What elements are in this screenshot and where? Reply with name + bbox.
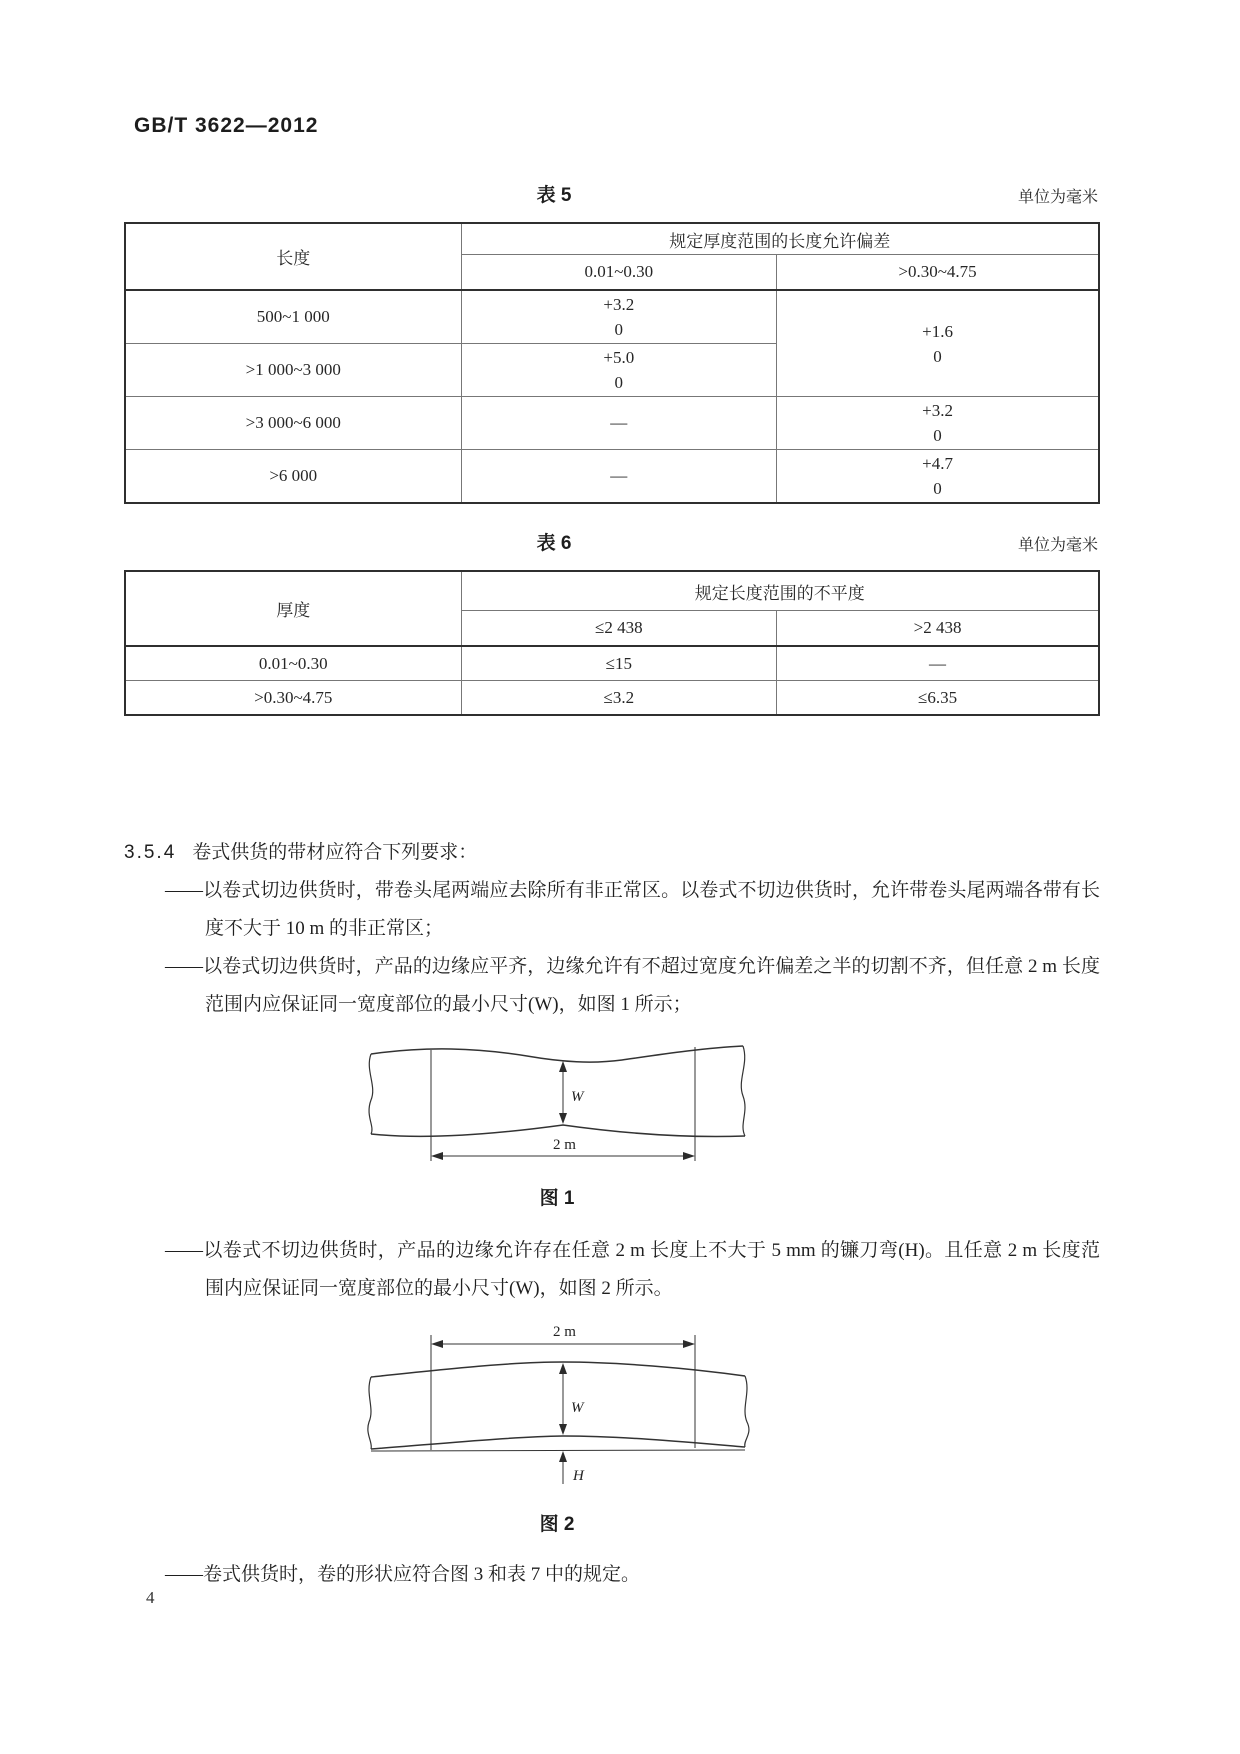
width-label: W [571,1089,584,1105]
table6-title: 表 6 [536,533,572,554]
table6-unit-label: 单位为毫米 [1017,537,1098,554]
width-label: W [571,1400,584,1416]
bullet-text: 以卷式切边供货时，带卷头尾两端应去除所有非正常区。以卷式不切边供货时，允许带卷头尾两端各带有长度不大于 10 m 的非正常区； [203,880,1100,939]
t5-r1-dev1 [461,290,777,344]
t6-r2-flat1: ≤3.2 [461,681,777,716]
figure-1-diagram [357,1030,757,1170]
t5-r12-dev2-plus: +1.6 [922,321,953,341]
dash-marker: —— [165,1240,203,1261]
t5-r1-dev1-zero: 0 [614,320,624,339]
t5-r4-dev1: — [461,450,777,504]
t5-r3-length: >3 000~6 000 [125,397,461,450]
table5-title: 表 5 [536,185,572,206]
table-row [125,646,1099,681]
dimension-label: 2 m [553,1137,576,1153]
strip-top-edge [371,1046,743,1062]
figure-1 [124,1030,1100,1210]
strip-right-torn-edge [741,1046,745,1136]
strip-top-edge [371,1362,745,1377]
dimension-label: 2 m [553,1324,576,1340]
t5-r3-dev2-zero: 0 [933,426,942,445]
t5-r2-dev1-zero: 0 [614,373,624,392]
t5-r1-dev1-plus: +3.2 [603,295,635,314]
list-item [165,1232,1100,1308]
arrow-down-icon [559,1113,567,1124]
figure-2-caption: 图 2 [539,1514,575,1535]
page-number: 4 [146,1588,155,1607]
clause-text: 卷式供货的带材应符合下列要求： [192,842,478,863]
strip-left-torn-edge [369,1054,373,1134]
bullet-text: 以卷式切边供货时，产品的边缘应平齐，边缘允许有不超过宽度允许偏差之半的切割不齐，但任意 2 m 长度范围内应保证同一宽度部位的最小尺寸(W)，如图 1 所示； [203,956,1100,1015]
list-item [165,948,1100,1024]
t6-head-sub1: ≤2 438 [461,611,777,647]
arrow-right-icon [683,1340,695,1348]
table-row [125,397,1099,450]
t5-r2-dev1 [461,344,777,397]
arrow-up-icon [559,1451,567,1462]
clause-number: 3.5.4 [124,842,177,863]
table5-unit-label: 单位为毫米 [1017,189,1098,206]
t5-r3-dev2-plus: +3.2 [922,401,953,420]
table5-caption-row [124,180,1100,210]
strip-bottom-edge [371,1125,745,1137]
t6-r1-flat1: ≤15 [461,646,777,681]
page-content [124,180,1100,1594]
t5-r4-dev2-zero: 0 [933,479,942,498]
t5-r3-dev1: — [461,397,777,450]
dash-marker: —— [165,1564,203,1585]
arrow-left-icon [431,1152,443,1160]
t6-r1-flat2: — [777,646,1099,681]
figure-2 [124,1322,1100,1536]
figure-2-diagram [357,1322,757,1500]
t6-r1-thickness: 0.01~0.30 [125,646,461,681]
arrow-up-icon [559,1363,567,1374]
t5-head-group: 规定厚度范围的长度允许偏差 [461,223,1099,255]
t5-r4-length: >6 000 [125,450,461,504]
t5-r2-dev1-plus: +5.0 [603,348,635,367]
clause-354 [124,834,1100,872]
dash-marker: —— [165,880,203,901]
strip-bottom-chord [371,1450,745,1451]
list-item [165,872,1100,948]
t5-r1-length: 500~1 000 [125,290,461,344]
arrow-down-icon [559,1424,567,1435]
t6-head-group: 规定长度范围的不平度 [461,571,1099,611]
table-row [125,450,1099,504]
strip-bottom-edge-camber [371,1436,745,1449]
strip-left-torn-edge [368,1377,371,1449]
arrow-right-icon [683,1152,695,1160]
t6-r2-flat2: ≤6.35 [777,681,1099,716]
figure-1-caption: 图 1 [539,1188,575,1209]
table6-caption-row [124,528,1100,558]
dash-marker: —— [165,956,203,977]
arrow-up-icon [559,1061,567,1072]
bullet-text: 以卷式不切边供货时，产品的边缘允许存在任意 2 m 长度上不大于 5 mm 的镰刀弯(H)。且任意 2 m 长度范围内应保证同一宽度部位的最小尺寸(W)，如图 2 所示。 [203,1240,1100,1299]
t5-r12-dev2 [777,290,1099,397]
table-row [125,681,1099,716]
camber-label: H [573,1468,584,1484]
t5-head-sub1: 0.01~0.30 [461,255,777,291]
t5-head-length: 长度 [125,223,461,290]
bullet-text: 卷式供货时，卷的形状应符合图 3 和表 7 中的规定。 [203,1564,641,1585]
t5-r2-length: >1 000~3 000 [125,344,461,397]
t5-r4-dev2-plus: +4.7 [922,454,953,473]
t5-r3-dev2 [777,397,1099,450]
t6-head-sub2: >2 438 [777,611,1099,647]
document-number: GB/T 3622—2012 [134,114,319,137]
t6-r2-thickness: >0.30~4.75 [125,681,461,716]
t5-r4-dev2 [777,450,1099,504]
t5-head-sub2: >0.30~4.75 [777,255,1099,291]
strip-right-torn-edge [745,1376,749,1447]
arrow-left-icon [431,1340,443,1348]
table-row [125,290,1099,344]
t5-r12-dev2-zero: 0 [933,346,942,366]
t6-head-thickness: 厚度 [125,571,461,646]
table-5 [124,222,1100,504]
list-item [165,1556,1100,1594]
table-6 [124,570,1100,716]
